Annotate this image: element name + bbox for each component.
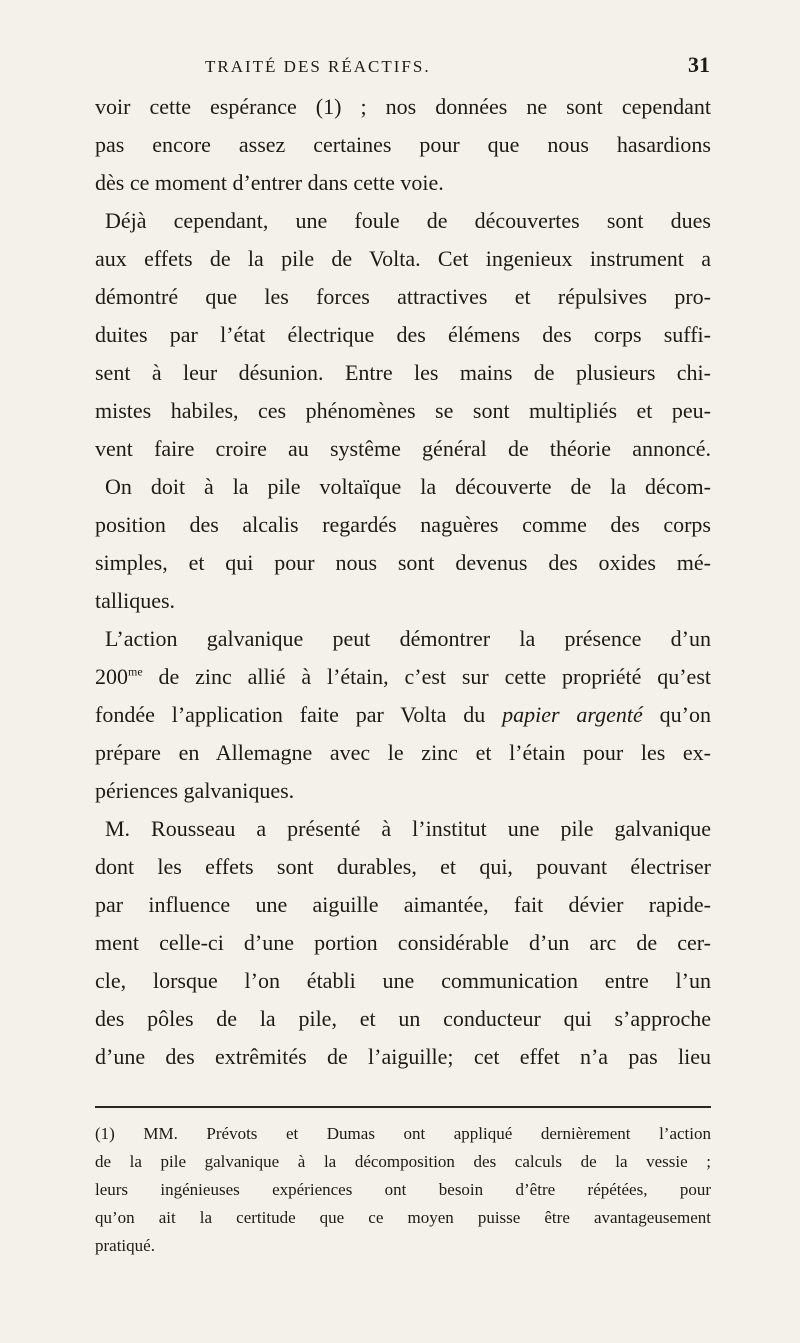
page-header <box>205 52 712 88</box>
text-line: position des alcalis regardés naguères comme des corps <box>95 512 711 537</box>
text-line: prépare en Allemagne avec le zinc et l’étain pour les ex- <box>95 740 711 765</box>
text-segment: de zinc allié à l’étain, c’est sur cette propriété qu’est <box>142 664 711 689</box>
text-line: duites par l’état électrique des élémens des corps suffi- <box>95 322 711 347</box>
text-line: des pôles de la pile, et un conducteur qui s’approche <box>95 1006 711 1031</box>
ordinal-number: 200 <box>95 664 128 689</box>
text-line: pas encore assez certaines pour que nous hasardions <box>95 132 711 157</box>
text-line: vent faire croire au systême général de théorie annoncé. <box>95 436 711 461</box>
text-line: aux effets de la pile de Volta. Cet ingenieux instrument a <box>95 246 711 271</box>
text-line: Déjà cependant, une foule de découvertes sont dues <box>105 208 711 233</box>
text-segment: fondée l’application faite par Volta du <box>95 702 503 727</box>
footnote-divider <box>95 1106 711 1108</box>
text-line: cle, lorsque l’on établi une communication entre l’un <box>95 968 711 993</box>
text-line: voir cette espérance (1) ; nos données ne sont cependant <box>95 94 711 119</box>
text-line: L’action galvanique peut démontrer la présence d’un <box>105 626 711 651</box>
text-line: par influence une aiguille aimantée, fait dévier rapide- <box>95 892 711 917</box>
text-line: dès ce moment d’entrer dans cette voie. <box>95 170 444 195</box>
text-line: talliques. <box>95 588 176 613</box>
footnote-line: de la pile galvanique à la décomposition des calculs de la vessie ; <box>95 1152 711 1171</box>
footnote-line: leurs ingénieuses expériences ont besoin d’être répétées, pour <box>95 1180 711 1199</box>
footnote-line: qu’on ait la certitude que ce moyen puisse être avantageusement <box>95 1208 711 1227</box>
text-line: ment celle-ci d’une portion considérable d’un arc de cer- <box>95 930 711 955</box>
text-line: périences galvaniques. <box>95 778 295 803</box>
text-line: sent à leur désunion. Entre les mains de plusieurs chi- <box>95 360 711 385</box>
text-line: mistes habiles, ces phénomènes se sont multipliés et peu- <box>95 398 711 423</box>
body-text <box>95 88 712 1076</box>
text-line: démontré que les forces attractives et répulsives pro- <box>95 284 711 309</box>
text-segment: qu’on <box>642 702 711 727</box>
footnote <box>95 1120 712 1260</box>
text-line: M. Rousseau a présenté à l’institut une pile galvanique <box>105 816 711 841</box>
text-line: On doit à la pile voltaïque la découverte de la décom- <box>105 474 711 499</box>
footnote-line: (1) MM. Prévots et Dumas ont appliqué dernièrement l’action <box>95 1124 711 1143</box>
text-line: simples, et qui pour nous sont devenus des oxides mé- <box>95 550 711 575</box>
italic-term: papier argenté <box>502 702 643 727</box>
text-line: d’une des extrêmités de l’aiguille; cet effet n’a pas lieu <box>95 1044 711 1069</box>
text-line-italic <box>95 696 711 734</box>
ordinal-suffix: me <box>128 664 143 679</box>
text-line-ordinal <box>95 658 711 696</box>
text-line: dont les effets sont durables, et qui, pouvant électriser <box>95 854 711 879</box>
running-head: TRAITÉ DES RÉACTIFS. <box>205 57 431 76</box>
footnote-line: pratiqué. <box>95 1236 155 1255</box>
page-number: 31 <box>688 52 710 77</box>
